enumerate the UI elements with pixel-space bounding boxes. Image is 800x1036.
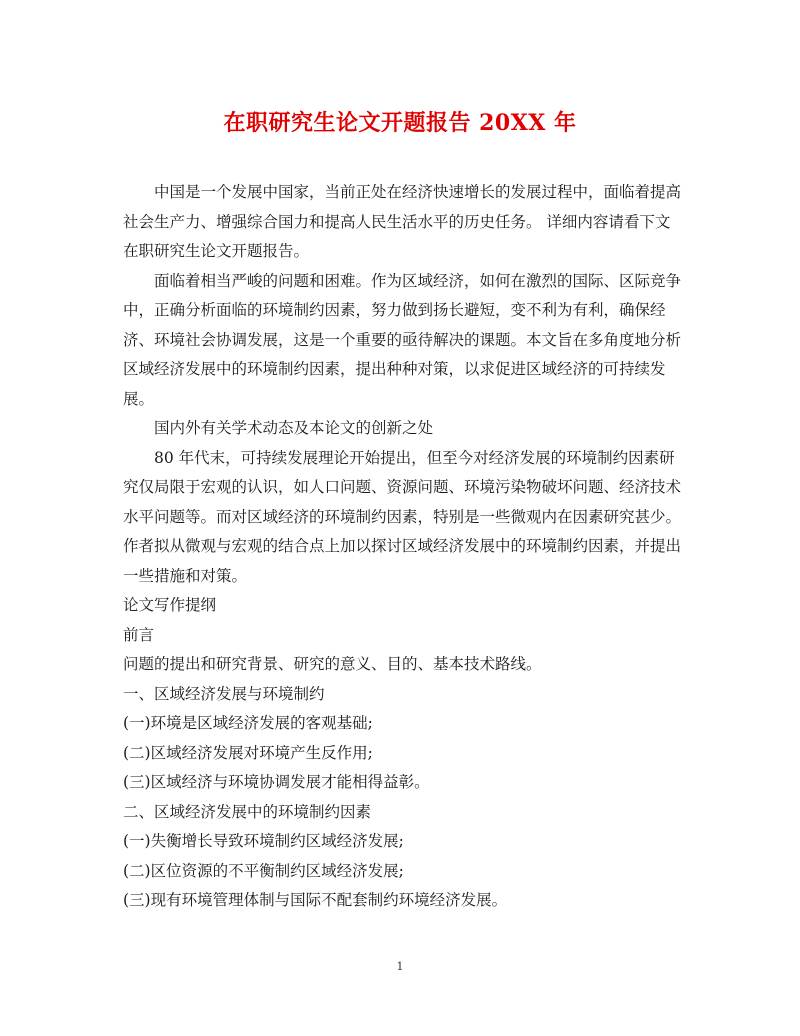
paragraph-intro: 中国是一个发展中国家，当前正处在经济快速增长的发展过程中，面临着提高社会生产力、增强综合国力和提高人民生活水平的历史任务。 详细内容请看下文在职研究生论文开题报告。 — [123, 183, 682, 260]
outline-section-2: 二、区域经济发展中的环境制约因素 — [123, 802, 372, 821]
outline-item: (一)环境是区域经济发展的客观基础; — [123, 714, 373, 732]
outline-item: (二)区域经济发展对环境产生反作用; — [123, 743, 373, 762]
outline-preface: 前言 — [123, 625, 155, 644]
paragraph-problems: 面临着相当严峻的问题和困难。作为区域经济，如何在激烈的国际、区际竞争中，正确分析面临的环境制约因素，努力做到扬长避短，变不利为有利，确保经济、环境社会协调发展，这是一个重要的亟待解决的课题。本文旨在多角度地分析区域经济发展中的环境制约因素，提出种种对策，以求促进区域经济的可持续发展。 — [123, 271, 682, 408]
outline-heading: 论文写作提纲 — [123, 596, 217, 614]
outline-item: (三)区域经济与环境协调发展才能相得益彰。 — [123, 773, 430, 791]
paragraph-research-status: 80 年代末，可持续发展理论开始提出，但至今对经济发展的环境制约因素研究仅局限于宏观的认识，如人口问题、资源问题、环境污染物破坏问题、经济技术水平问题等。而对区域经济的环境制约因素，特别是一些微观内在因素研究甚少。作者拟从微观与宏观的结合点上加以探讨区域经济发展中的环境制约因素，并提出一些措施和对策。 — [123, 448, 682, 585]
document-body — [123, 178, 683, 916]
page-number: 1 — [396, 960, 404, 973]
outline-item: (三)现有环境管理体制与国际不配套制约环境经济发展。 — [123, 891, 508, 909]
paragraph-academic-heading: 国内外有关学术动态及本论文的创新之处 — [154, 419, 434, 437]
outline-section-1: 一、区域经济发展与环境制约 — [123, 684, 325, 703]
document-title: 在职研究生论文开题报告 20XX 年 — [223, 110, 577, 136]
outline-preface-desc: 问题的提出和研究背景、研究的意义、目的、基本技术路线。 — [123, 655, 542, 673]
outline-item: (一)失衡增长导致环境制约区域经济发展; — [123, 832, 404, 850]
outline-item: (二)区位资源的不平衡制约区域经济发展; — [123, 861, 404, 880]
